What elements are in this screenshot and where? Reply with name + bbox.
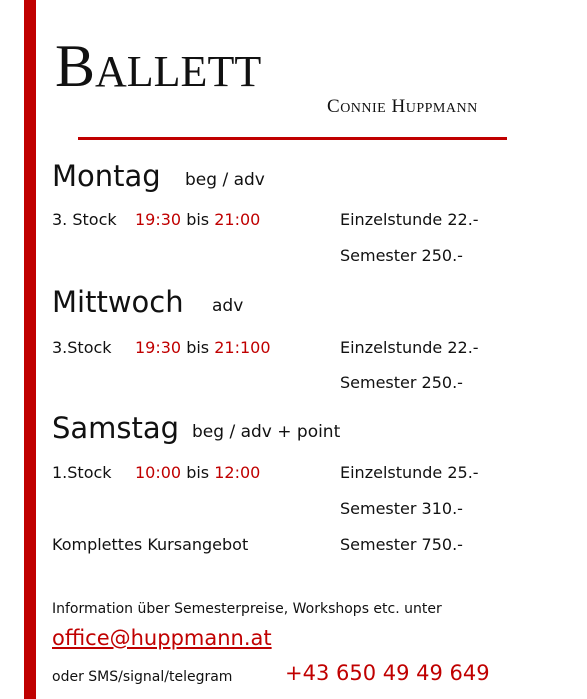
end-time: 21:100 <box>214 338 271 357</box>
title-underline <box>78 137 507 140</box>
price-single-monday: Einzelstunde 22.- <box>340 210 479 229</box>
price-single-wednesday: Einzelstunde 22.- <box>340 338 479 357</box>
end-time: 12:00 <box>214 463 261 482</box>
start-time: 19:30 <box>135 338 182 357</box>
author-first-rest: ONNIE <box>340 101 387 116</box>
level-monday: beg / adv <box>185 170 265 190</box>
level-wednesday: adv <box>212 296 244 316</box>
info-text: Information über Semesterpreise, Workshops etc. unter <box>52 601 442 617</box>
day-saturday: Samstag <box>52 411 180 445</box>
end-time: 21:00 <box>214 210 261 229</box>
floor-monday: 3. Stock <box>52 210 117 229</box>
phone-number[interactable]: +43 650 49 49 649 <box>285 661 490 685</box>
title-rest: ALLETT <box>95 47 262 96</box>
complete-offer-label: Komplettes Kursangebot <box>52 535 249 554</box>
time-saturday <box>135 465 260 481</box>
day-monday: Montag <box>52 159 161 193</box>
time-monday <box>135 212 260 228</box>
price-semester-saturday: Semester 310.- <box>340 499 463 518</box>
time-connector: bis <box>186 463 210 482</box>
level-saturday: beg / adv + point <box>192 422 341 442</box>
floor-wednesday: 3.Stock <box>52 338 112 357</box>
title-initial: B <box>55 33 96 99</box>
author-last-rest: UPPMANN <box>405 101 478 116</box>
author-name <box>327 96 478 118</box>
time-connector: bis <box>186 338 210 357</box>
time-wednesday <box>135 340 271 356</box>
email-link[interactable]: office@huppmann.at <box>52 626 272 650</box>
price-semester-wednesday: Semester 250.- <box>340 373 463 392</box>
floor-saturday: 1.Stock <box>52 463 112 482</box>
price-semester-monday: Semester 250.- <box>340 246 463 265</box>
left-accent-bar <box>24 0 36 699</box>
start-time: 19:30 <box>135 210 182 229</box>
price-single-saturday: Einzelstunde 25.- <box>340 463 479 482</box>
author-first-initial: C <box>327 96 341 117</box>
page-title <box>55 33 262 99</box>
day-wednesday: Mittwoch <box>52 285 184 319</box>
time-connector: bis <box>186 210 210 229</box>
complete-offer-price: Semester 750.- <box>340 535 463 554</box>
author-last-initial: H <box>391 96 406 117</box>
sms-text: oder SMS/signal/telegram <box>52 669 233 685</box>
start-time: 10:00 <box>135 463 182 482</box>
